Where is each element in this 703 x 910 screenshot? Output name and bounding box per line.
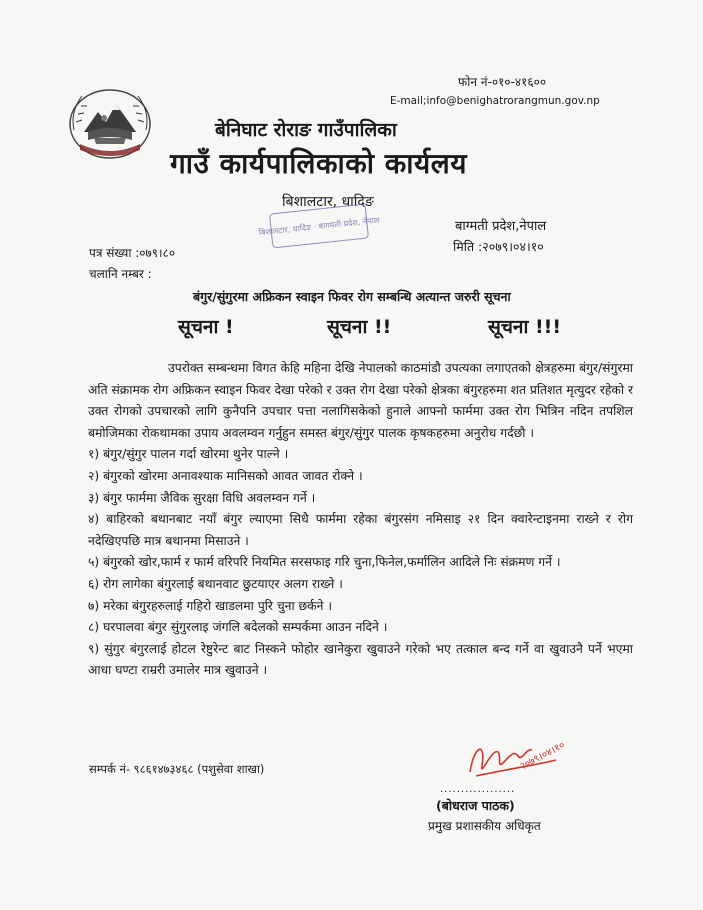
phone-number: फोन नं-०१०-४१६००: [458, 75, 547, 89]
list-item: २) बंगुरको खोरमा अनावश्याक मानिसको आवत जावत रोक्ने ।: [88, 468, 363, 483]
notice-heading-3: सूचना !!!: [488, 316, 561, 338]
municipality-name: बेनिघाट रोराङ गाउँपालिका: [215, 119, 397, 141]
letter-subject: बंगुर/सुंगुरमा अफ्रिकन स्वाइन फिवर रोग सम्बन्धि अत्यान्त जरुरी सूचना: [193, 289, 511, 304]
reference-number: पत्र संख्या :०७९।८०: [89, 246, 176, 260]
signer-title: प्रमुख प्रशासकीय अधिकृत: [428, 819, 541, 833]
office-address: बिशालटार, धादिङ: [282, 194, 374, 210]
signer-name: (बोधराज पाठक): [436, 798, 515, 813]
notice-heading-2: सूचना !!: [327, 316, 392, 338]
list-item: ८) घरपालवा बंगुर सुंगुरलाइ जंगलि बदेलको सम्पर्कमा आउन नदिने ।: [88, 620, 388, 635]
letter-date: मिति :२०७९।०४।१०: [453, 239, 544, 254]
list-item: ५) बंगुरको खोर,फार्म र फार्म वरिपरि नियमित सरसफाइ गरि चुना,फिनेल,फर्मालिन आदिले निः संक्रमण गर्ने ।: [88, 555, 561, 570]
list-item: ९) सुंगुर बंगुरलाई होटल रेष्टुरेन्ट बाट निस्कने फोहोर खानेकुरा खुवाउने गरेको भए तत्काल बन्द गर्ने वा खुवाउनै पर्ने भएमा आधा घण्टा राम्ररी उमालेर मात्र खुवाउने ।: [88, 641, 633, 678]
list-item: १) बंगुर/सुंगुर पालन गर्दा खोरमा थुनेर पाल्ने ।: [88, 447, 289, 462]
letter-body: [88, 358, 633, 682]
notice-heading-1: सूचना !: [178, 316, 234, 338]
body-paragraph: उपरोक्त सम्बन्धमा विगत केहि महिना देखि नेपालको काठमांडौ उपत्यका लगाएतको क्षेत्रहरुमा बंगुर/संगुरमा अति संक्रामक रोग अफ्रिकन स्वाइन फिवर देखा परेको र उक्त रोग देखा परेको क्षेत्रका बंगुरहरुमा शत प्रतिशत मृत्युदर रहेको र उक्त रोगको उपचारको लागि कुनैपनि उपचार पत्ता नलागिसकेको हुनाले आफ्नो फार्ममा उक्त रोग भित्रिन नदिन तपशिल बमोजिमका रोकथामका उपाय अवलम्वन गर्नुहुन समस्त बंगुर/सुंगुर पालक कृषकहरुमा अनुरोध गर्दछौ ।: [88, 361, 633, 440]
list-item: ४) बाहिरको बथानबाट नयाँ बंगुर ल्याएमा सिधै फार्ममा रहेका बंगुरसंग नमिसाइ २१ दिन क्वारेन्टाइनमा राख्ने र रोग नदेखिएपछि मात्र बथानमा मिसाउने ।: [88, 512, 633, 548]
dispatch-number: चलानि नम्बर :: [89, 267, 152, 281]
office-stamp: [258, 203, 380, 249]
government-emblem-icon: [66, 82, 154, 162]
office-title: गाउँ कार्यपालिकाको कार्यलय: [170, 147, 467, 180]
stamp-text: बिशालटार, धादिङ · बागमती प्रदेश, नेपाल: [258, 215, 380, 238]
province-label: बाग्मती प्रदेश,नेपाल: [455, 219, 547, 234]
signature-line: ..................: [440, 784, 516, 795]
list-item: ३) बंगुर फार्ममा जैविक सुरक्षा विधि अवलम्वन गर्ने ।: [88, 490, 316, 505]
list-item: ६) रोग लागेका बंगुरलाई बथानवाट छुटयाएर अलग राख्ने ।: [88, 576, 343, 591]
contact-number: सम्पर्क नं- ९८६१४७३४६८ (पशुसेवा शाखा): [89, 762, 265, 776]
list-item: ७) मरेका बंगुरहरुलाई गहिरो खाडलमा पुरि चुना छर्कने ।: [88, 598, 333, 613]
signature-date: २०७९।०४।१०: [518, 739, 567, 773]
email-address: E-mail;info@benighatrorangmun.gov.np: [390, 95, 600, 107]
